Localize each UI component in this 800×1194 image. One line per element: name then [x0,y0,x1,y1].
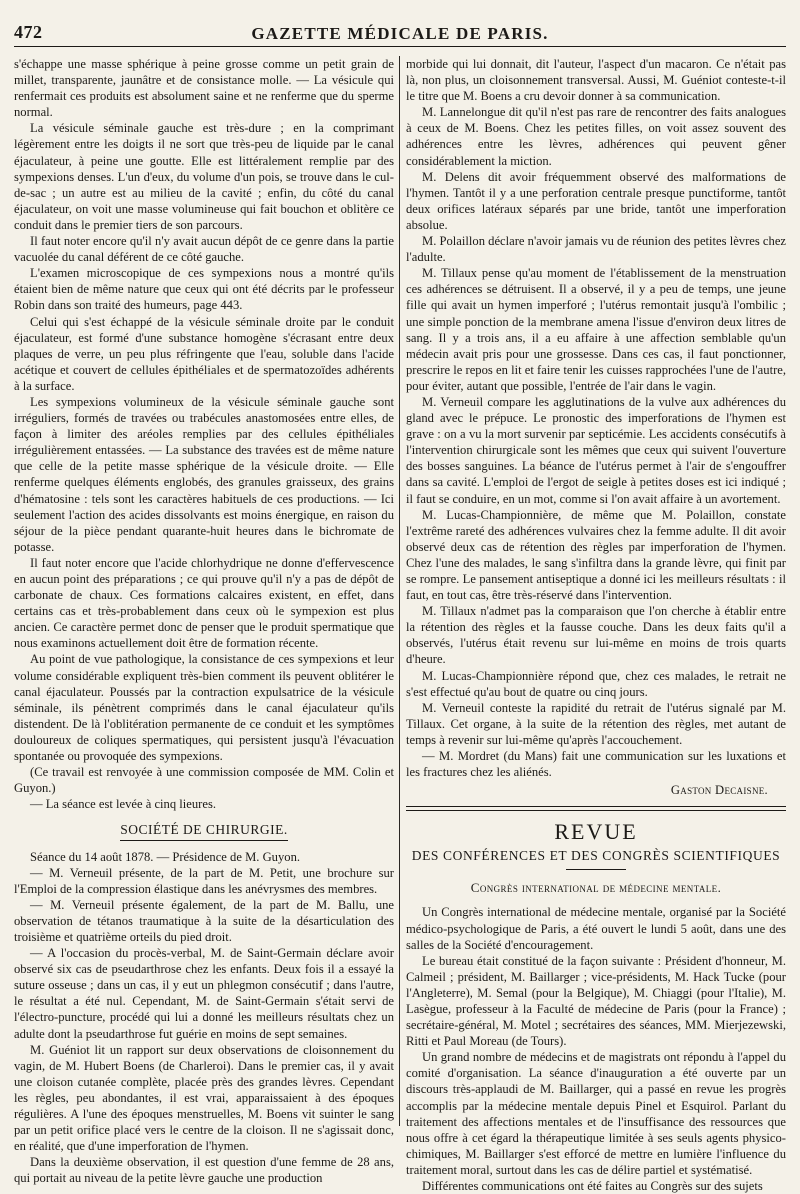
section-separator [406,806,786,811]
session-line: Séance du 14 août 1878. — Présidence de M. Guyon. [30,849,301,864]
running-head [14,20,786,47]
paragraph: — La séance est levée à cinq lieures. [30,797,217,812]
paragraph: Le bureau était constitué de la façon suivante : Président d'honneur, M. Calmeil ; président, M. Baillarger ; vice-présidents, M. Hack Tucke (pour l'Angleterre), M. Semal (pour la Belgique), M. Chiaggi (pour l'Italie), M. Lasègue, professeur à la Faculté de médecine de Paris (pour la France) ; secrétaire-général, M. Motel ; secrétaires des séances, MM. Mierjezewski, Ritti et Paul Moreau (de Tours). [406,953,786,1049]
paragraph: Différentes communications ont été faites au Congrès sur des sujets [422,1179,763,1193]
paragraph: M. Verneuil conteste la rapidité du retrait de l'utérus signalé par M. Tillaux. Cet organe, à la suite de la rétention des règles, met autant de temps à revenir sur lui-même qu'après l'accouchement. [406,700,786,747]
journal-title: GAZETTE MÉDICALE DE PARIS. [251,24,549,43]
paragraph: morbide qui lui donnait, dit l'auteur, l'aspect d'un macaron. Ce n'était pas là, non plus, un cloisonnement transversal. Aussi, M. Guéniot conteste-t-il le titre que M. Boens a cru devoir donner à sa communication. [406,57,786,104]
paragraph: M. Lucas-Championnière répond que, chez ces malades, le retrait ne s'est effectué qu'au bout de quatre ou cinq jours. [406,668,786,699]
paragraph: Au point de vue pathologique, la consistance de ces sympexions et leur volume considérable expliquent très-bien comment ils peuvent oblitérer le canal éjaculateur. Poussés par la contraction expulsatrice de la vésicule séminale, ils pénètrent comprimés dans le canal éjaculateur qu'ils distendent. De là l'oblitération permanente de ce conduit et les symptômes douloureux de coliques spermatiques, qui persistent jusqu'à l'évacuation spontanée ou provoquée des sympexions. [14,652,394,764]
paragraph: L'examen microscopique de ces sympexions nous a montré qu'ils étaient bien de même nature que ceux qui ont été décrits par le professeur Robin dans son traité des humeurs, page 443. [14,266,394,313]
paragraph: M. Delens dit avoir fréquemment observé des malformations de l'hymen. Tantôt il y a une perforation centrale presque punctiforme, tantôt deux orifices latéraux séparés par une bride, tantôt une imperforation absolue. [406,169,786,232]
paragraph: Un grand nombre de médecins et de magistrats ont répondu à l'appel du comité d'organisation. La séance d'inauguration a été ouverte par un discours très-applaudi de M. Baillarger, qui a passé en revue les progrès accomplis par la médecine mentale depuis Pinel et Esquirol. Parlant du traitement des affections mentales et de l'insuffisance des ressources que nous offre à cet égard la thérapeutique limitée à ses seuls agents physico-chimiques, M. Baillarger s'est efforcé de mettre en lumière l'influence du traitement moral, surtout dans les cas de délire partiel et systématisé. [406,1050,786,1177]
paragraph: Les sympexions volumineux de la vésicule séminale gauche sont irréguliers, formés de travées ou trabécules anastomosées entre elles, de façon à limiter des aréoles remplies par des cellules épithéliales irrégulièrement entassées. — La substance des travées est de même nature que celle de la petite masse sphérique de la vésicule droite. — Elle renferme quelques éléments englobés, des granules graisseux, des grains d'hématosine : tels sont les caractères habituels de ces productions. — Ici seulement l'action des acides dissolvants est moins énergique, en raison du séjour de la pièce pendant quarante-huit heures dans le bichromate de potasse. [14,394,394,554]
paragraph: M. Lannelongue dit qu'il n'est pas rare de rencontrer des faits analogues à ceux de M. Boens. Chez les petites filles, on voit assez souvent des adhérences entre les lèvres, adhérences qui peuvent gêner considérablement la miction. [406,105,786,168]
paragraph: M. Polaillon déclare n'avoir jamais vu de réunion des petites lèvres chez l'adulte. [406,234,786,265]
paragraph: — M. Verneuil présente, de la part de M. Petit, une brochure sur l'Emploi de la compression élastique dans les anévrysmes des membres. [14,865,394,896]
column-divider [399,56,400,1126]
paragraph: Dans la deuxième observation, il est question d'une femme de 28 ans, qui portait au niveau de la petite lèvre gauche une production [14,1155,394,1186]
paragraph: s'échappe une masse sphérique à peine grosse comme un petit grain de millet, transparente, jaunâtre et de consistance molle. — La vésicule qui renfermait ces produits est absolument saine et ne renferme que du sperme normal. [14,57,394,120]
right-column [406,56,786,1193]
paragraph: M. Tillaux pense qu'au moment de l'établissement de la menstruation ces adhérences se détruisent. Il a observé, il y a peu de temps, une jeune fille qui avait un hymen imperforé ; l'utérus remontait jusqu'à l'ombilic ; une simple ponction de la membrane amena l'issue d'environ deux litres de sang. Il y a trois ans, il a eu affaire à une affection semblable qu'un médecin avait pris pour une grossesse. Dans ces cas, il faut ponctionner, prescrire le repos en lit et faire tenir les cuisses rapprochées l'une de l'autre, pour éviter, autant que possible, l'entrée de l'air dans le vagin. [406,266,786,393]
revue-title: REVUE [554,819,638,845]
paragraph: — A l'occasion du procès-verbal, M. de Saint-Germain déclare avoir observé six cas de pseudarthrose chez les enfants. Deux fois il a essayé la suture osseuse ; dans un cas, il y eut un phlegmon consécutif ; dans l'autre, le résultat a été nul. Cependant, M. de Saint-Germain s'était servi de l'électro-puncture, procédé qui lui a donné les meilleurs résultats chez un adulte dont la pseudarthrose fut guérie en moins de sept semaines. [14,946,394,1041]
page-number: 472 [14,22,43,42]
paragraph: M. Verneuil compare les agglutinations de la vulve aux adhérences du gland avec le prépuce. Le pronostic des imperforations de l'hymen est grave : on a vu la mort survenir par septicémie. Les accidents consécutifs à l'intervention chirurgicale sont les mêmes que ceux qui suivent l'ouverture des bosses sanguines. La béance de l'utérus permet à l'air de s'engouffrer dans sa cavité. L'emploi de l'ergot de seigle à petites doses est ici indiqué ; il faut se conduire, en un mot, comme si l'on avait affaire à un avortement. [406,394,786,506]
paragraph: La vésicule séminale gauche est très-dure ; en la comprimant légèrement entre les doigts il ne sort que très-peu de liquide par le canal éjaculateur, à peine une goutte. Elle est littéralement remplie par des sympexions denses. L'un d'eux, du volume d'un pois, se trouve dans le cul-de-sac ; un autre est au milieu de la cavité ; enfin, du côté du canal éjaculateur, on voit une masse volumineuse qui fait bouchon et oblitère ce conduit dans le premier tiers de son parcours. [14,121,394,232]
left-column [14,56,394,1186]
revue-subtitle: DES CONFÉRENCES ET DES CONGRÈS SCIENTIFIQUES [411,848,781,864]
paragraph: — M. Mordret (du Mans) fait une communication sur les luxations et les fractures chez les aliénés. [406,749,786,780]
paragraph: M. Tillaux n'admet pas la comparaison que l'on cherche à établir entre la rétention des règles et la fausse couche. Dans les deux faits qu'il a observés, l'utérus était revenu sur lui-même en moins de trois quarts d'heure. [406,604,786,667]
paragraph: Il faut noter encore que l'acide chlorhydrique ne donne d'effervescence en aucun point des préparations ; ce qui prouve qu'il n'y a pas de dépôt de carbonate de chaux. Ces formations calcaires existent, en effet, dans certains cas et très-probablement dans ceux où le sympexion est plus ancien. Ce caractère permet donc de penser que le produit spermatique que nous examinons actuellement doit être de formation récente. [14,555,394,651]
paragraph: Il faut noter encore qu'il n'y avait aucun dépôt de ce genre dans la partie vacuolée du canal déférent de ce côté gauche. [14,234,394,265]
author-signature: Gaston Decaisne. [670,783,768,798]
paragraph: Celui qui s'est échappé de la vésicule séminale droite par le conduit éjaculateur, est formé d'une substance homogène s'écrasant entre deux plaques de verre, un peu plus réfringente que l'eau, soluble dans l'acide acétique et couvert de cellules épithéliales et de spermatozoïdes adhérents à la surface. [14,314,394,393]
short-rule [566,869,626,870]
paragraph: (Ce travail est renvoyée à une commission composée de MM. Colin et Guyon.) [14,765,394,796]
paragraph: — M. Verneuil présente également, de la part de M. Ballu, une observation de tétanos traumatique à la suite de la désarticulation des troisième et quatrième orteils du pied droit. [14,897,394,944]
paragraph: M. Guéniot lit un rapport sur deux observations de cloisonnement du vagin, de M. Hubert Boens (de Charleroi). Dans le premier cas, il y avait une cloison cutanée complète, placée près des grandes lèvres. Cependant les règles, peu abondantes, il est vrai, apparaissaient à des époques régulières. A l'une des époques menstruelles, M. Boens vit suinter le sang par un petit orifice placé vers le centre de la cloison. Il ne s'agissait donc, en réalité, que d'une imperforation de l'hymen. [14,1042,394,1154]
section-title-chirurgie: SOCIÉTÉ DE CHIRURGIE. [14,822,394,840]
congres-title: Congrès international de médecine mentale. [470,880,722,896]
paragraph: M. Lucas-Championnière, de même que M. Polaillon, constate l'extrême rareté des adhérences vulvaires chez la femme adulte. Il dit avoir observé deux cas de rétention des règles par imperforation de l'hymen. Chez l'une des malades, le sang s'infiltra dans la grande lèvre, qui finit par se rompre. Le pansement antiseptique a donné ici les meilleurs résultats : il faut, en tout cas, être très-réservé dans l'intervention. [406,507,786,603]
paragraph: Un Congrès international de médecine mentale, organisé par la Société médico-psychologique de Paris, a été ouvert le lundi 5 août, dans une des salles de la Société d'encouragement. [406,905,786,952]
